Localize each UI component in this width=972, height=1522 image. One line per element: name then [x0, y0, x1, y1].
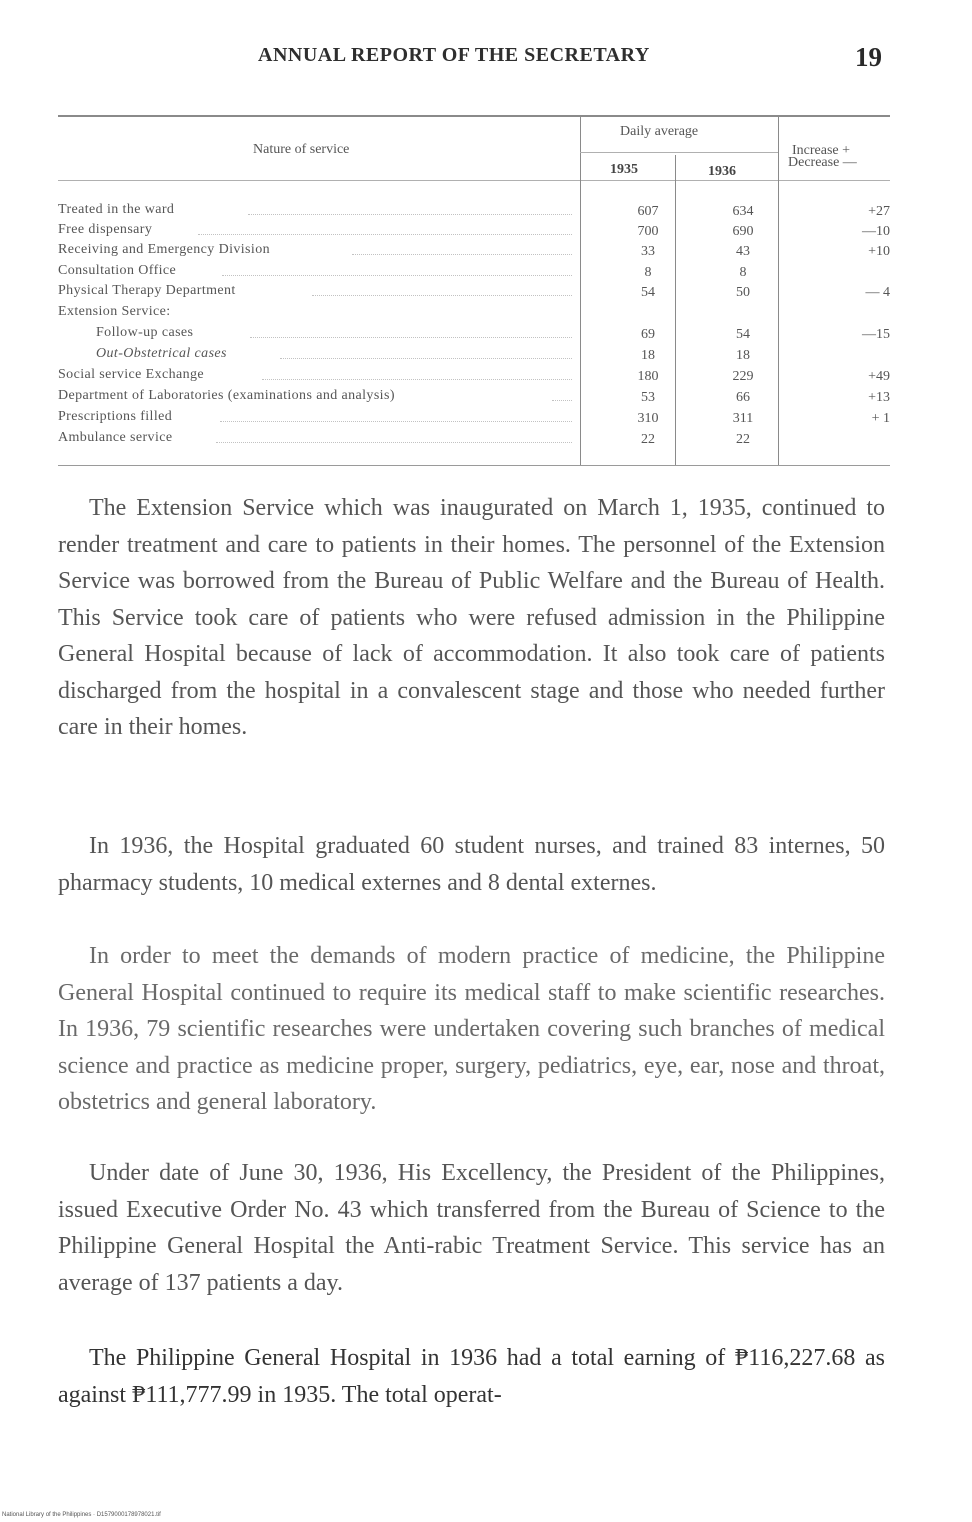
cell-1936: 43 — [736, 244, 750, 259]
table-row — [58, 325, 890, 345]
header-daily-average: Daily average — [620, 124, 699, 139]
table-row — [58, 222, 890, 242]
row-label: Social service Exchange — [58, 367, 205, 382]
header-increase: Increase + — [792, 143, 851, 158]
header-decrease: Decrease — — [788, 155, 857, 170]
dot-leader — [216, 442, 572, 443]
cell-1935: 607 — [637, 204, 659, 219]
cell-1935: 33 — [641, 244, 655, 259]
table-row — [58, 388, 890, 408]
row-label: Free dispensary — [58, 222, 153, 237]
row-label: Receiving and Emergency Division — [58, 242, 270, 257]
row-label: Out-Obstetrical cases — [96, 346, 227, 361]
cell-1936: 66 — [736, 390, 750, 405]
table-top-rule — [58, 115, 890, 117]
dot-leader — [220, 421, 572, 422]
paragraph-extension-service: The Extension Service which was inaugurated on March 1, 1935, continued to render treatment and care to patients in their homes. The personnel of the Extension Service was borrowed from the Bureau of Public Welfare and the Bureau of Health. This Service took care of patients who were refused admission in the Philippine General Hospital because of lack of accommodation. It also took care of patients discharged from the hospital in a convalescent stage and those who needed further care in their homes. — [58, 495, 885, 740]
cell-1935: 180 — [637, 369, 659, 384]
dot-leader — [352, 254, 572, 255]
cell-1936: 54 — [736, 327, 750, 342]
page-number: 19 — [855, 42, 882, 72]
dot-leader — [250, 337, 572, 338]
cell-change: —10 — [862, 224, 890, 239]
table-subheader-rule — [580, 152, 778, 153]
table-row — [58, 283, 890, 303]
cell-1936: 18 — [736, 348, 750, 363]
archive-footer-stamp: National Library of the Philippines · D1579000178978021.tif — [2, 1512, 161, 1518]
table-row — [58, 202, 890, 222]
paragraph-graduates: In 1936, the Hospital graduated 60 student nurses, and trained 83 internes, 50 pharmacy students, 10 medical externes and 8 dental externes. — [58, 833, 885, 896]
row-label: Ambulance service — [58, 430, 173, 445]
cell-1935: 54 — [641, 285, 655, 300]
paragraph-executive-order: Under date of June 30, 1936, His Excellency, the President of the Philippines, issued Executive Order No. 43 which transferred from the Bureau of Science to the Philippine General Hospital the Anti-rabic Treatment Service. This service has an average of 137 patients a day. — [58, 1160, 885, 1296]
header-year-1936: 1936 — [708, 164, 736, 179]
row-label: Department of Laboratories (examinations and analysis) — [58, 388, 395, 403]
cell-1935: 53 — [641, 390, 655, 405]
table-row — [58, 409, 890, 429]
dot-leader — [280, 358, 572, 359]
table-row — [58, 346, 890, 366]
row-label: Treated in the ward — [58, 202, 175, 217]
table-header-rule — [58, 180, 890, 181]
row-label: Physical Therapy Department — [58, 283, 236, 298]
cell-1935: 22 — [641, 432, 655, 447]
cell-1936: 50 — [736, 285, 750, 300]
cell-1935: 310 — [637, 411, 659, 426]
cell-change: — 4 — [865, 285, 890, 300]
cell-1935: 8 — [644, 265, 652, 280]
table-row — [58, 430, 890, 450]
table-row — [58, 304, 890, 324]
row-label: Extension Service: — [58, 304, 171, 319]
table-row — [58, 263, 890, 283]
header-year-1935: 1935 — [610, 162, 638, 177]
cell-change: +10 — [868, 244, 890, 259]
row-label: Consultation Office — [58, 263, 177, 278]
cell-1936: 634 — [732, 204, 754, 219]
cell-change: +13 — [868, 390, 890, 405]
paragraph-research: In order to meet the demands of modern practice of medicine, the Philippine General Hospital continued to require its medical staff to make scientific researches. In 1936, 79 scientific researches were undertaken covering such branches of medical science and practice as medicine proper, surgery, pediatrics, eye, ear, nose and throat, obstetrics and general laboratory. — [58, 943, 885, 1115]
header-nature-of-service: Nature of service — [253, 142, 350, 157]
dot-leader — [262, 379, 572, 380]
cell-1935: 18 — [641, 348, 655, 363]
cell-change: +49 — [868, 369, 890, 384]
service-table — [58, 110, 890, 466]
cell-1936: 690 — [732, 224, 754, 239]
page-header-title: ANNUAL REPORT OF THE SECRETARY — [258, 44, 650, 66]
dot-leader — [222, 275, 572, 276]
row-label: Prescriptions filled — [58, 409, 173, 424]
table-row — [58, 367, 890, 387]
cell-1936: 311 — [732, 411, 754, 426]
cell-change: —15 — [862, 327, 890, 342]
dot-leader — [198, 234, 572, 235]
dot-leader — [312, 295, 572, 296]
dot-leader — [248, 214, 572, 215]
cell-change: + 1 — [871, 411, 890, 426]
row-label: Follow-up cases — [96, 325, 194, 340]
cell-change: +27 — [868, 204, 890, 219]
table-bottom-rule — [58, 465, 890, 466]
cell-1936: 229 — [732, 369, 754, 384]
cell-1935: 69 — [641, 327, 655, 342]
cell-1936: 22 — [736, 432, 750, 447]
table-row — [58, 242, 890, 262]
dot-leader — [552, 400, 572, 401]
cell-1936: 8 — [739, 265, 747, 280]
cell-1935: 700 — [637, 224, 659, 239]
paragraph-earnings: The Philippine General Hospital in 1936 had a total earning of ₱116,227.68 as against ₱111,777.99 in 1935. The total operat- — [58, 1345, 885, 1408]
